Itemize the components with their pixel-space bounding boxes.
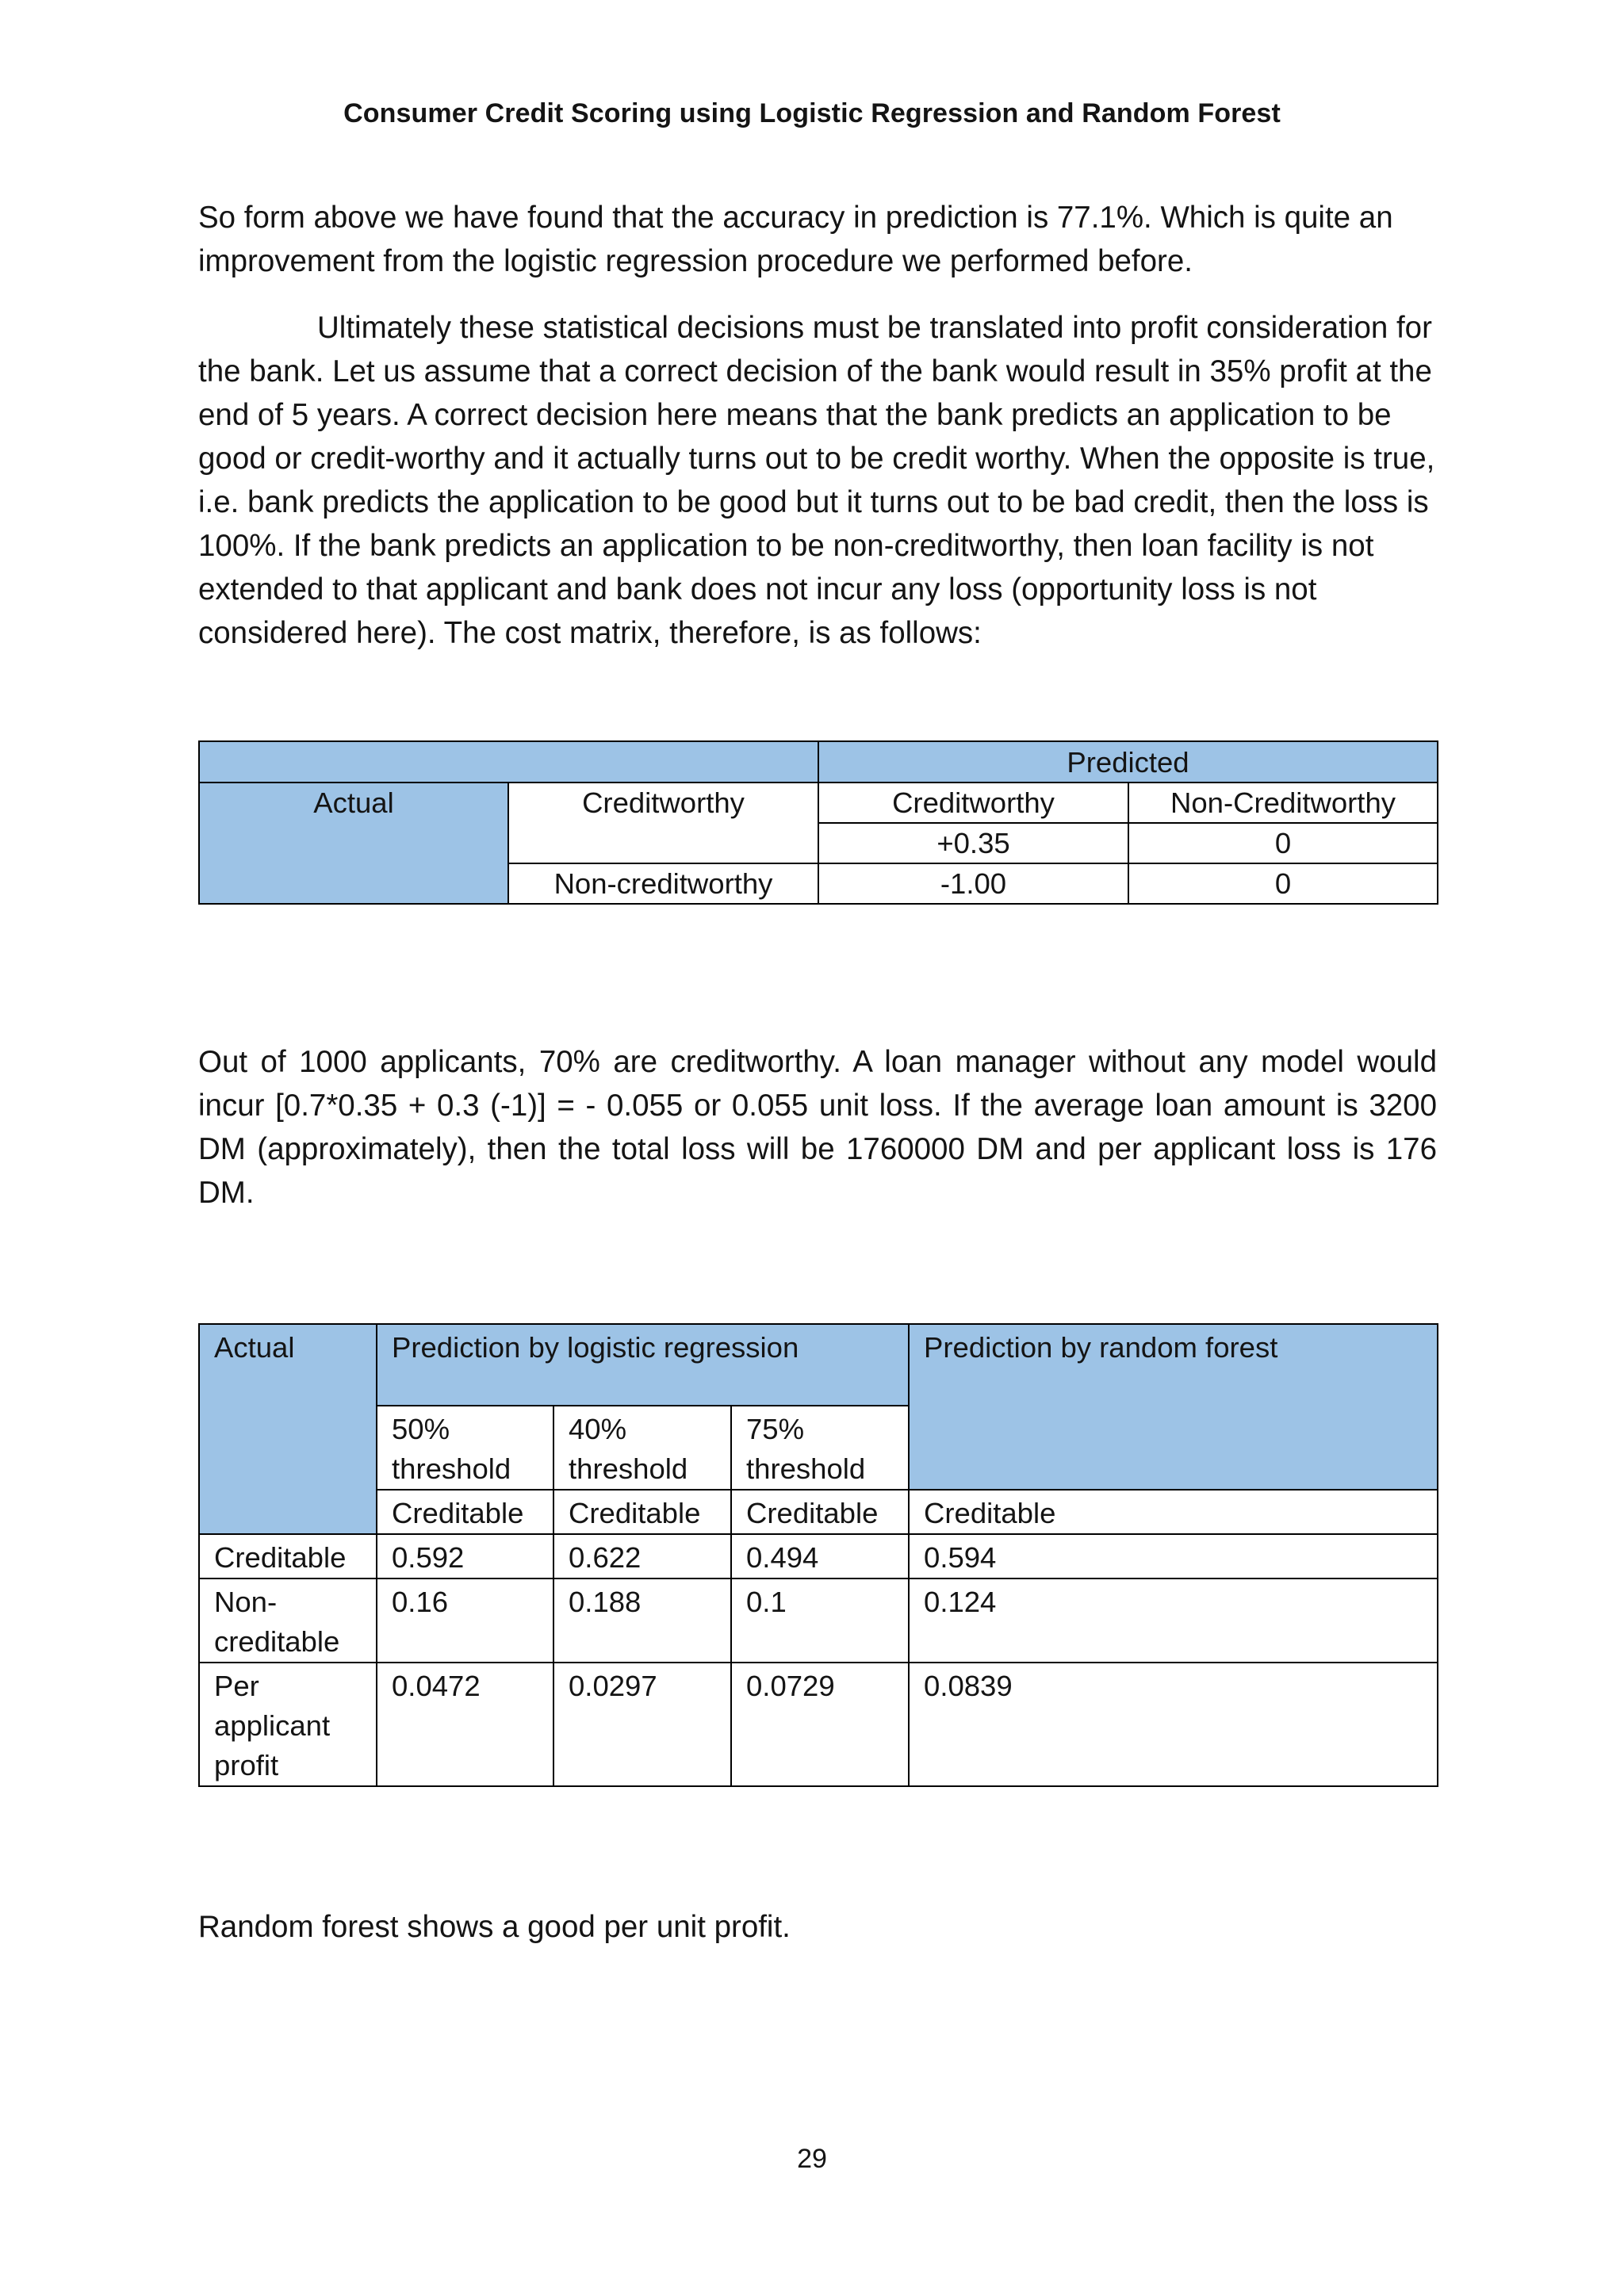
table-cell: 0.594 xyxy=(909,1534,1438,1578)
paragraph-loan-loss: Out of 1000 applicants, 70% are creditworthy. A loan manager without any model would incur [0.7*0.35 + 0.3 (-1)] = - 0.055 or 0.055 unit loss. If the average loan amount is 3200 DM (approximately), then the total loss will be 1760000 DM and per applicant loss is 176 DM. xyxy=(198,1045,1437,1210)
table-cell: 0.188 xyxy=(553,1578,731,1663)
paragraph-profit-consideration: Ultimately these statistical decisions must be translated into profit consideration for the bank. Let us assume that a correct decision of the bank would result in 35% profit at the end of 5 years. A correct decision here means that the bank predicts an application to be good or credit-worthy and it actually turns out to be credit worthy. When the opposite is true, i.e. bank predicts the application to be good but it turns out to be bad credit, then the loss is 100%. If the bank predicts an application to be non-creditworthy, then loan facility is not extended to that applicant and bank does not incur any loss (opportunity loss is not considered here). The cost matrix, therefore, is as follows: xyxy=(198,311,1435,650)
sublabel-creditable-40: Creditable xyxy=(553,1490,731,1534)
page-number: 29 xyxy=(797,2144,827,2174)
table-cell: 0.592 xyxy=(377,1534,553,1578)
paragraph-conclusion: Random forest shows a good per unit profit. xyxy=(198,1910,791,1944)
running-header: Consumer Credit Scoring using Logistic Regression and Random Forest xyxy=(343,98,1281,128)
cost-matrix-corner xyxy=(199,741,818,783)
cell-cw-ncw: 0 xyxy=(1128,823,1438,863)
row-label-non-creditworthy: Non-creditworthy xyxy=(508,863,818,904)
table-cell: 0.1 xyxy=(731,1578,909,1663)
table-cell: 0.0297 xyxy=(553,1663,731,1786)
comparison-table xyxy=(198,1323,1438,1787)
threshold-40: 40% threshold xyxy=(553,1406,731,1490)
sublabel-creditable-rf: Creditable xyxy=(909,1490,1438,1534)
row-label-non-creditable: Non-creditable xyxy=(199,1578,377,1663)
table-cell: 0.494 xyxy=(731,1534,909,1578)
sublabel-creditable-75: Creditable xyxy=(731,1490,909,1534)
cost-matrix-table xyxy=(198,740,1438,905)
actual-header: Actual xyxy=(199,783,508,904)
cell-ncw-ncw: 0 xyxy=(1128,863,1438,904)
threshold-75: 75% threshold xyxy=(731,1406,909,1490)
table-cell: 0.622 xyxy=(553,1534,731,1578)
table-cell: 0.124 xyxy=(909,1578,1438,1663)
cell-cw-cw: +0.35 xyxy=(818,823,1128,863)
table-cell: 0.16 xyxy=(377,1578,553,1663)
table-cell: 0.0729 xyxy=(731,1663,909,1786)
row-label-creditworthy: Creditworthy xyxy=(508,783,818,863)
table-cell: 0.0472 xyxy=(377,1663,553,1786)
lr-header: Prediction by logistic regression xyxy=(377,1324,909,1406)
cell-ncw-cw: -1.00 xyxy=(818,863,1128,904)
table-cell: 0.0839 xyxy=(909,1663,1438,1786)
sublabel-creditable-50: Creditable xyxy=(377,1490,553,1534)
rf-header: Prediction by random forest xyxy=(909,1324,1438,1490)
row-label-per-applicant-profit: Per applicant profit xyxy=(199,1663,377,1786)
col-label-creditworthy: Creditworthy xyxy=(818,783,1128,823)
comparison-actual-header: Actual xyxy=(199,1324,377,1534)
threshold-50: 50% threshold xyxy=(377,1406,553,1490)
predicted-header: Predicted xyxy=(818,741,1438,783)
paragraph-accuracy: So form above we have found that the accuracy in prediction is 77.1%. Which is quite an improvement from the logistic regression procedure we performed before. xyxy=(198,201,1393,278)
row-label-creditable: Creditable xyxy=(199,1534,377,1578)
col-label-non-creditworthy: Non-Creditworthy xyxy=(1128,783,1438,823)
